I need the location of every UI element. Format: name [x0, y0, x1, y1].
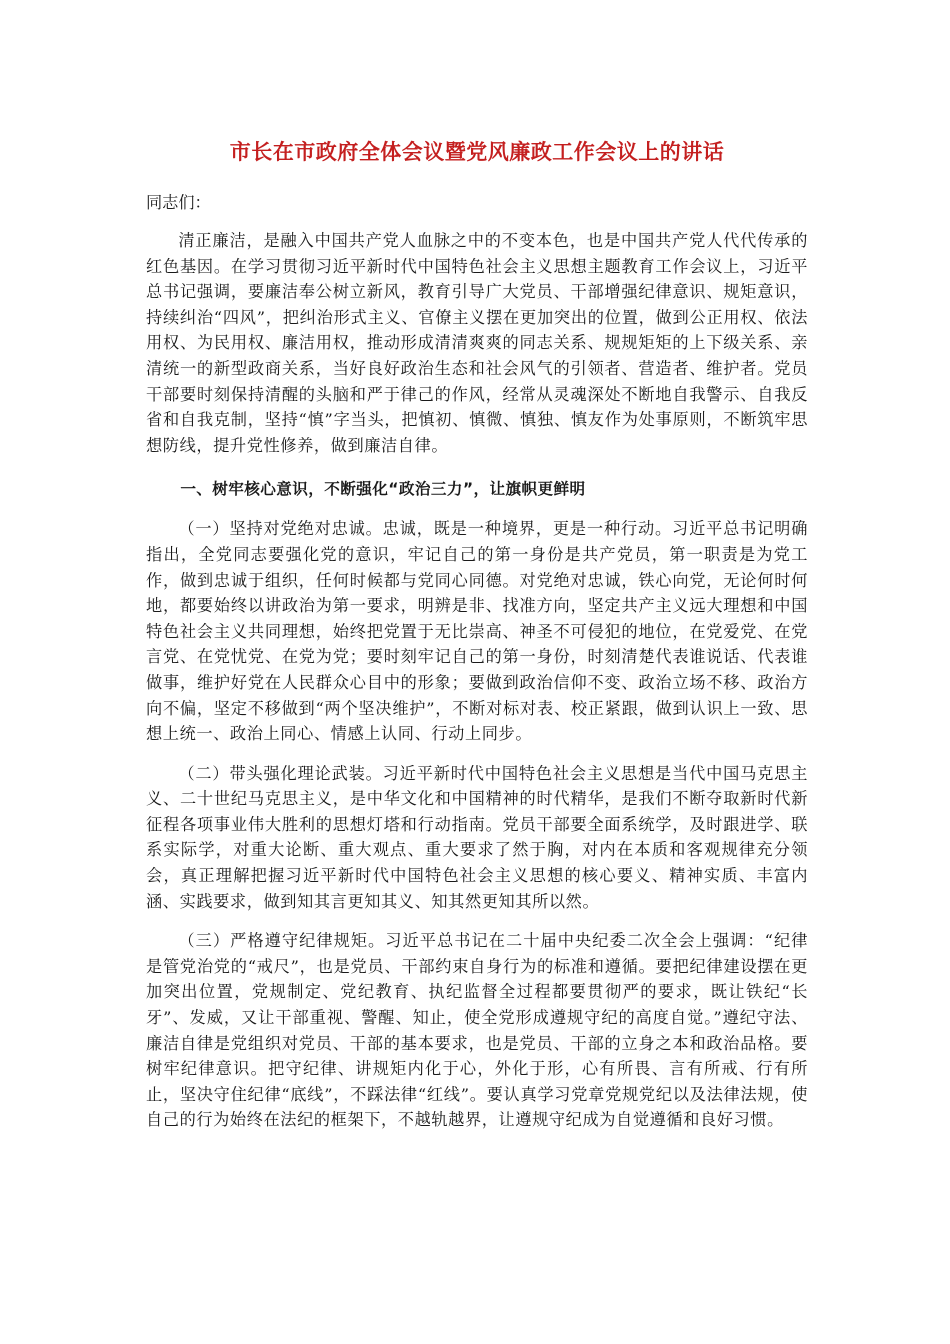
- document-title: 市长在市政府全体会议暨党风廉政工作会议上的讲话: [229, 140, 725, 164]
- intro-paragraph: 清正廉洁，是融入中国共产党人血脉之中的不变本色，也是中国共产党人代代传承的红色基因。在学习贯彻习近平新时代中国特色社会主义思想主题教育工作会议上，习近平总书记强调，要廉洁奉公树立新风，教育引导广大党员、干部增强纪律意识、规矩意识，持续纠治“四风”，把纠治形式主义、官僚主义摆在更加突出的位置，做到公正用权、依法用权、为民用权、廉洁用权，推动形成清清爽爽的同志关系、规规矩矩的上下级关系、亲清统一的新型政商关系，当好良好政治生态和社会风气的引领者、营造者、维护者。党员干部要时刻保持清醒的头脑和严于律己的作风，经常从灵魂深处不断地自我警示、自我反省和自我克制，坚持“慎”字当头，把慎初、慎微、慎独、慎友作为处事原则，不断筑牢思想防线，提升党性修养，做到廉洁自律。: [146, 231, 808, 455]
- item-1-paragraph: （一）坚持对党绝对忠诚。忠诚，既是一种境界，更是一种行动。习近平总书记明确指出，全党同志要强化党的意识，牢记自己的第一身份是共产党员，第一职责是为党工作，做到忠诚于组织，任何时候都与党同心同德。对党绝对忠诚，铁心向党，无论何时何地，都要始终以讲政治为第一要求，明辨是非、找准方向，坚定共产主义远大理想和中国特色社会主义共同理想，始终把党置于无比崇高、神圣不可侵犯的地位，在党爱党、在党言党、在党忧党、在党为党；要时刻牢记自己的第一身份，时刻清楚代表谁说话、代表谁做事，维护好党在人民群众心目中的形象；要做到政治信仰不变、政治立场不移、政治方向不偏，坚定不移做到“两个坚决维护”，不断对标对表、校正紧跟，做到认识上一致、思想上统一、政治上同心、情感上认同、行动上同步。: [146, 519, 808, 744]
- greeting: 同志们：: [146, 193, 211, 212]
- item-3-paragraph: （三）严格遵守纪律规矩。习近平总书记在二十届中央纪委二次全会上强调：“纪律是管党治党的“戒尺”，也是党员、干部约束自身行为的标准和遵循。要把纪律建设摆在更加突出位置，党规制定、党纪教育、执纪监督全过程都要贯彻严的要求，既让铁纪“长牙”、发威，又让干部重视、警醒、知止，使全党形成遵规守纪的高度自觉。”遵纪守法、廉洁自律是党组织对党员、干部的基本要求，也是党员、干部的立身之本和政治品格。要树牢纪律意识。把守纪律、讲规矩内化于心，外化于形，心有所畏、言有所戒、行有所止，坚决守住纪律“底线”，不踩法律“红线”。要认真学习党章党规党纪以及法律法规，使自己的行为始终在法纪的框架下，不越轨越界，让遵规守纪成为自觉遵循和良好习惯。: [146, 931, 808, 1130]
- section-1-heading: 一、树牢核心意识，不断强化“政治三力”，让旗帜更鲜明: [180, 480, 586, 499]
- document-body: [146, 138, 808, 1133]
- item-2-paragraph: （二）带头强化理论武装。习近平新时代中国特色社会主义思想是当代中国马克思主义、二十世纪马克思主义，是中华文化和中国精神的时代精华，是我们不断夺取新时代新征程各项事业伟大胜利的思想灯塔和行动指南。党员干部要全面系统学，及时跟进学、联系实际学，对重大论断、重大观点、重大要求了然于胸，对内在本质和客观规律充分领会，真正理解把握习近平新时代中国特色社会主义思想的核心要义、精神实质、丰富内涵、实践要求，做到知其言更知其义、知其然更知其所以然。: [146, 763, 808, 911]
